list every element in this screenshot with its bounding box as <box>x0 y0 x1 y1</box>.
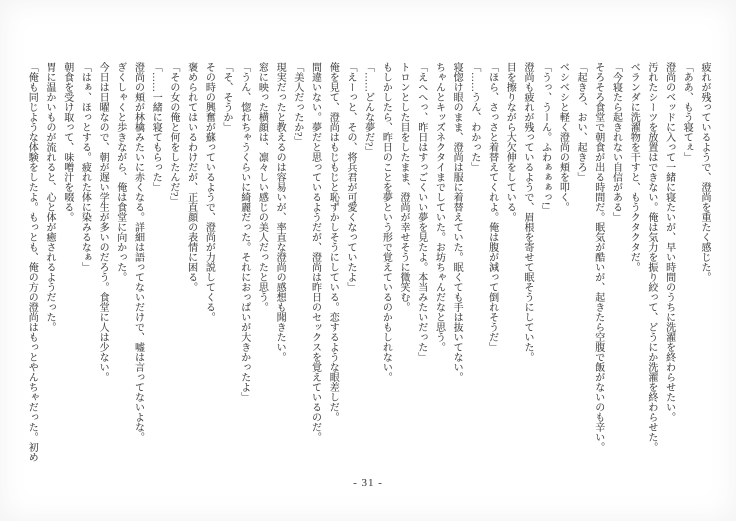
text-column: 褒められてはいるわけだが、正直顔の表情に困る。 <box>185 62 197 292</box>
text-column: その時の興奮が蘇っているようで、澄尚が力説してくる。 <box>203 62 215 322</box>
text-column: 「ああ、もう寝てぇ」 <box>681 62 693 162</box>
text-column: 「えーっと、その、将兵君が可愛くなっていたよ」 <box>344 62 356 292</box>
text-column: 「俺も同じような体験をしたよ。もっとも、俺の方の澄尚はもっとやんちゃだった。初め <box>26 62 38 462</box>
text-column: 「起きろ、おい、起きろ」 <box>575 62 587 182</box>
text-column: 「うっ、うーん。ふわぁぁぁっ!」 <box>539 62 551 216</box>
text-column: 疲れが残っているようで、澄尚を重たく感じた。 <box>699 62 710 282</box>
text-column: 俺を見て、澄尚はもじもじと恥ずかしそうにしている。恋するような眼差しだ。 <box>327 62 339 422</box>
text-column: 今日は日曜なので、朝が遅い学生が多いのだろう。食堂に人は少ない。 <box>97 62 109 382</box>
text-column: 汚れたシーツを放置はできない。俺は気力を振り絞って、どうにか洗濯を終わらせた。 <box>645 62 657 452</box>
text-column: 「……うん、わかった」 <box>468 62 480 172</box>
text-column: 胃に温かいものが流れると、心と体が癒されるようだった。 <box>43 62 55 332</box>
text-column: 澄尚も疲れが残っているようで、眉根を寄せて眠そうにしていた。 <box>521 62 533 362</box>
text-column: 「えへへっ、昨日はすっごくいい夢を見たよ。本当みたいだった」 <box>415 62 427 362</box>
text-column: 「ほら、さっさと着替えてくれよ。俺は腹が減って倒れそうだ」 <box>486 62 498 352</box>
text-column: ちゃんとキッズネクタイまでしていた。お坊ちゃんだなと思う。 <box>433 62 445 352</box>
text-column: 「……一緒に寝てもらった」 <box>150 62 162 192</box>
text-column: 「美人だったか?」 <box>291 62 303 147</box>
vertical-text-block <box>21 62 713 468</box>
text-column: もしかしたら、昨日のことを夢という形で覚えているのかもしれない。 <box>380 62 392 382</box>
text-column: 「その女の俺と何をしたんだ?」 <box>167 62 179 207</box>
text-column: ぎくしゃくと歩きながら、俺は食堂に向かった。 <box>114 62 126 282</box>
text-column: ベシベシと軽く澄尚の頬を叩く。 <box>557 62 569 212</box>
text-column: 澄尚の頬が林檎みたいに赤くなる。詳細は語ってないだけで、嘘は言ってないよな。 <box>132 62 144 442</box>
text-column: 「今寝たら起きれない自信がある」 <box>610 62 622 222</box>
text-column: 間違いない。夢だと思っているようだが、澄尚は昨日のセックスを覚えているのだ。 <box>309 62 321 442</box>
text-column: 「うん、惚れちゃうくらいに綺麗だった。それにおっぱいが大きかったよ」 <box>238 62 250 402</box>
text-column: トロンとした目をしたまま、澄尚が幸せそうに微笑む。 <box>398 62 410 312</box>
text-column: そろそろ食堂で朝食が出る時間だ。眠気が酷いが、起きたら空腹で飯がないのも辛い。 <box>592 62 604 452</box>
page-number: - 31 - <box>353 477 383 489</box>
text-column: ベランダに洗濯物を干すと、もうクタクタだ。 <box>628 62 640 272</box>
text-column: 寝惚け眼のまま、澄尚は服に着替えていた。眠くても手は抜いてない。 <box>451 62 463 382</box>
text-column: 「そ、そうか」 <box>221 62 233 132</box>
text-column: 朝食を受け取って、味噌汁を啜る。 <box>61 62 73 222</box>
text-column: 澄尚のベッドに入って一緒に寝たいが、早い時間のうちに洗濯を終わらせたい。 <box>663 62 675 422</box>
text-column: 「……どんな夢だ?」 <box>362 62 374 157</box>
text-column: 目を擦りながら大欠伸をしている。 <box>504 62 516 222</box>
text-column: 現実だったと教えるのは容易いが、率直な澄尚の感想も聞きたい。 <box>274 62 286 362</box>
text-column: 窓に映った横顔は、凛々しい感じの美人だったと思う。 <box>256 62 268 312</box>
text-column: 「はぁ、ほっとする。疲れた体に染みるなぁ」 <box>79 62 91 272</box>
